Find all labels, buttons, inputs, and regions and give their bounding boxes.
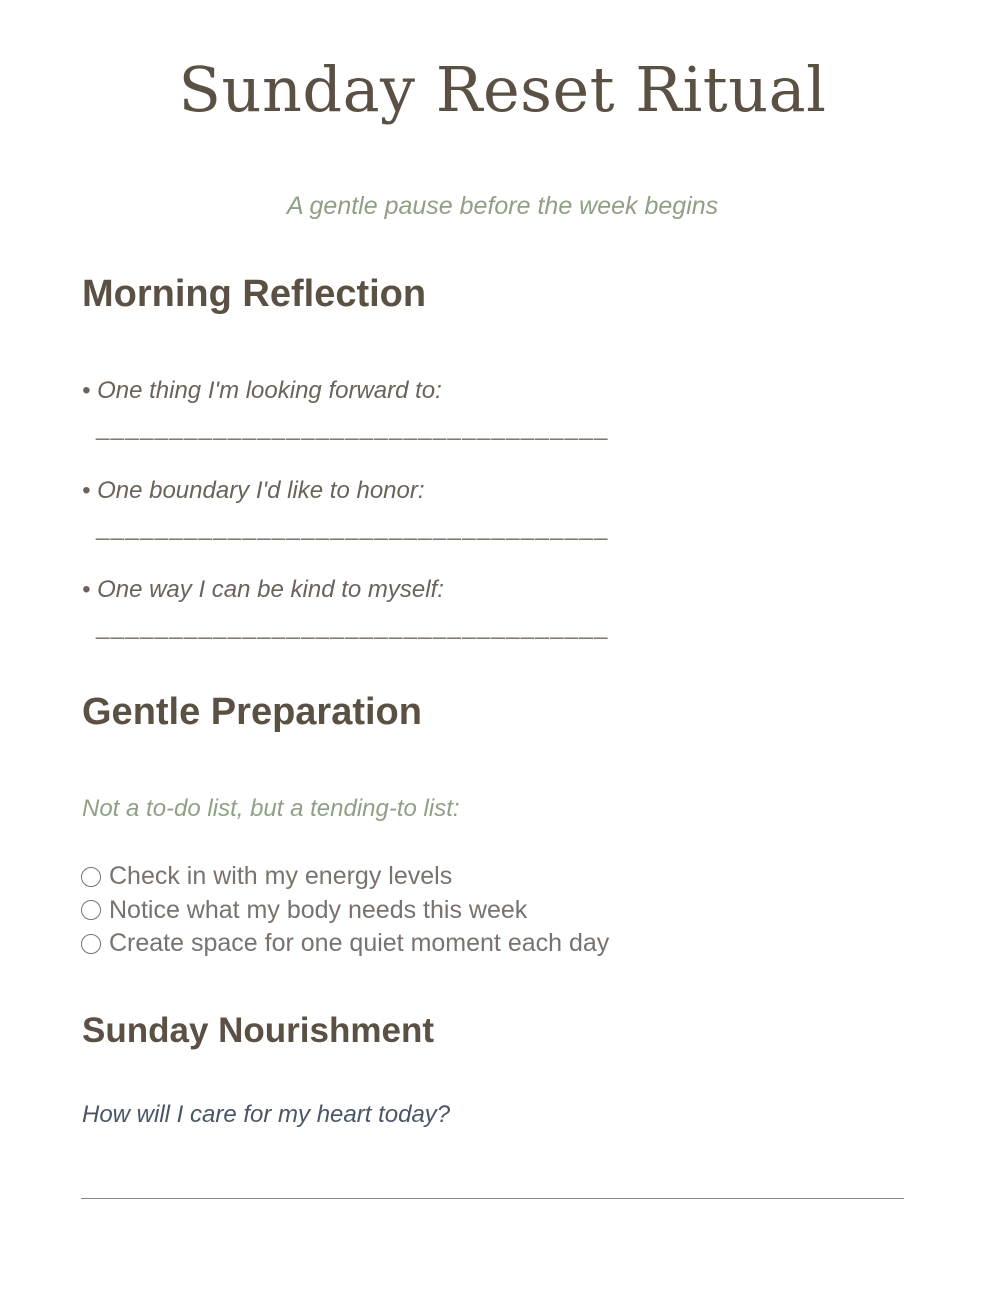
reflection-answer-line[interactable]: ___________________________________ [96, 514, 609, 541]
tending-list-item[interactable] [81, 927, 609, 961]
tending-item-label: Create space for one quiet moment each day [109, 929, 610, 958]
section-heading-gentle-preparation: Gentle Preparation [82, 691, 422, 733]
tending-list [81, 860, 609, 961]
reflection-prompt: • One thing I'm looking forward to: [82, 377, 442, 404]
answer-writing-line[interactable] [81, 1198, 904, 1199]
reflection-prompt: • One boundary I'd like to honor: [82, 477, 425, 504]
tending-item-label: Notice what my body needs this week [109, 895, 528, 924]
page-title: Sunday Reset Ritual [178, 53, 827, 126]
nourishment-question: How will I care for my heart today? [82, 1101, 451, 1128]
empty-circle-checkbox-icon[interactable] [81, 934, 101, 954]
tending-list-item[interactable] [81, 860, 609, 894]
empty-circle-checkbox-icon[interactable] [81, 867, 101, 887]
tending-list-item[interactable] [81, 894, 609, 928]
reflection-answer-line[interactable]: ___________________________________ [96, 414, 609, 441]
page-subtitle: A gentle pause before the week begins [286, 192, 719, 220]
preparation-note: Not a to-do list, but a tending-to list: [82, 795, 460, 822]
reflection-answer-line[interactable]: ___________________________________ [96, 613, 609, 640]
tending-item-label: Check in with my energy levels [109, 862, 453, 891]
section-heading-sunday-nourishment: Sunday Nourishment [82, 1011, 434, 1050]
reflection-prompt: • One way I can be kind to myself: [82, 576, 444, 603]
section-heading-morning-reflection: Morning Reflection [82, 273, 427, 315]
empty-circle-checkbox-icon[interactable] [81, 900, 101, 920]
